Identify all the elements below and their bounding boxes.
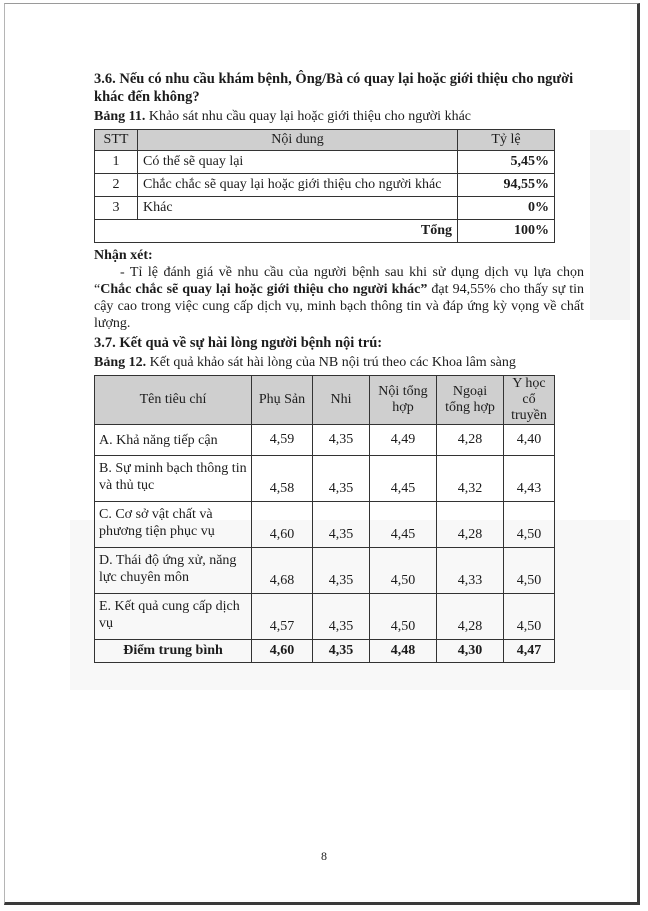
- table12-value: 4,28: [437, 502, 504, 548]
- table12-value: 4,57: [252, 594, 313, 640]
- table11-header-content: Nội dung: [138, 130, 458, 151]
- table-12: [94, 375, 555, 663]
- table12-value: 4,50: [504, 594, 555, 640]
- bleed-through-shadow: [590, 130, 630, 320]
- table12-value: 4,50: [504, 502, 555, 548]
- table11-header-stt: STT: [95, 130, 138, 151]
- table12-value: 4,68: [252, 548, 313, 594]
- table12-average-value: 4,60: [252, 640, 313, 663]
- page-number: 8: [321, 849, 327, 863]
- section-3-6-heading: 3.6. Nếu có nhu cầu khám bệnh, Ông/Bà có quay lại hoặc giới thiệu cho người khác đến không?: [94, 71, 574, 105]
- table-row: [95, 197, 555, 220]
- table12-value: 4,59: [252, 425, 313, 456]
- table12-criterion: C. Cơ sở vật chất và phương tiện phục vụ: [95, 502, 252, 548]
- table11-content: Có thể sẽ quay lại: [138, 151, 458, 174]
- table11-header-row: [95, 130, 555, 151]
- table12-caption-label: Bảng 12.: [94, 355, 147, 370]
- table12-value: 4,60: [252, 502, 313, 548]
- table11-rate: 5,45%: [458, 151, 555, 174]
- table11-content: Khác: [138, 197, 458, 220]
- table11-header-rate: Tỷ lệ: [458, 130, 555, 151]
- table12-value: 4,35: [313, 548, 370, 594]
- table12-header-obstetrics: Phụ Sản: [252, 376, 313, 425]
- remark-text-bold: Chắc chắc sẽ quay lại hoặc giới thiệu cho người khác”: [100, 282, 428, 297]
- page-content: [94, 70, 584, 663]
- table11-rate: 94,55%: [458, 174, 555, 197]
- remark-block: [94, 247, 584, 332]
- table12-average-value: 4,30: [437, 640, 504, 663]
- remark-text-after: đạt 94,55% cho thấy sự tin cậy cao trong việc cung cấp dịch vụ, minh bạch thông tin và đáp ứng kỳ vọng về chất lượng.: [94, 282, 584, 331]
- table-11: [94, 129, 555, 243]
- table12-value: 4,50: [370, 594, 437, 640]
- table12-value: 4,45: [370, 456, 437, 502]
- table12-criterion: A. Khả năng tiếp cận: [95, 425, 252, 456]
- table12-value: 4,32: [437, 456, 504, 502]
- table12-average-value: 4,35: [313, 640, 370, 663]
- table12-value: 4,45: [370, 502, 437, 548]
- table-row: [95, 425, 555, 456]
- table11-content: Chắc chắc sẽ quay lại hoặc giới thiệu cho người khác: [138, 174, 458, 197]
- table12-header-traditional: Y học cổ truyền: [504, 376, 555, 425]
- table12-value: 4,35: [313, 594, 370, 640]
- table12-value: 4,35: [313, 425, 370, 456]
- table12-value: 4,49: [370, 425, 437, 456]
- table12-value: 4,50: [504, 548, 555, 594]
- table12-value: 4,33: [437, 548, 504, 594]
- table12-value: 4,43: [504, 456, 555, 502]
- table12-value: 4,28: [437, 594, 504, 640]
- table12-header-pediatrics: Nhi: [313, 376, 370, 425]
- table11-total-row: [95, 220, 555, 243]
- table12-average-label: Điểm trung bình: [95, 640, 252, 663]
- table12-average-row: [95, 640, 555, 663]
- table-row: [95, 594, 555, 640]
- remark-paragraph: [94, 264, 584, 332]
- table12-average-value: 4,48: [370, 640, 437, 663]
- table11-stt: 3: [95, 197, 138, 220]
- table12-criterion: E. Kết quả cung cấp dịch vụ: [95, 594, 252, 640]
- table-row: [95, 502, 555, 548]
- table12-criterion: D. Thái độ ứng xử, năng lực chuyên môn: [95, 548, 252, 594]
- table11-total-value: 100%: [458, 220, 555, 243]
- table12-header-internal: Nội tổng hợp: [370, 376, 437, 425]
- table12-value: 4,40: [504, 425, 555, 456]
- table11-rate: 0%: [458, 197, 555, 220]
- table11-stt: 1: [95, 151, 138, 174]
- table11-caption: [94, 108, 584, 126]
- table12-value: 4,35: [313, 502, 370, 548]
- table11-stt: 2: [95, 174, 138, 197]
- table12-value: 4,35: [313, 456, 370, 502]
- section-3-7-heading: 3.7. Kết quả về sự hài lòng người bệnh nội trú:: [94, 335, 383, 351]
- table12-header-row: [95, 376, 555, 425]
- table12-caption: [94, 354, 584, 372]
- table11-caption-label: Bảng 11.: [94, 109, 146, 124]
- table12-caption-text: Kết quả khảo sát hài lòng của NB nội trú theo các Khoa lâm sàng: [146, 355, 516, 370]
- remark-text-before: - Tỉ lệ đánh giá về nhu cầu của người bệnh sau khi sử dụng dịch vụ lựa chọn “: [94, 265, 584, 297]
- table12-header-surgery: Ngoại tổng hợp: [437, 376, 504, 425]
- table11-total-label: Tổng: [95, 220, 458, 243]
- table-row: [95, 548, 555, 594]
- table12-value: 4,58: [252, 456, 313, 502]
- table11-caption-text: Khảo sát nhu cầu quay lại hoặc giới thiệu cho người khác: [145, 109, 471, 124]
- table12-header-criterion: Tên tiêu chí: [95, 376, 252, 425]
- table-row: [95, 151, 555, 174]
- table-row: [95, 174, 555, 197]
- remark-title: Nhận xét:: [94, 248, 153, 263]
- table12-average-value: 4,47: [504, 640, 555, 663]
- table12-value: 4,50: [370, 548, 437, 594]
- table-row: [95, 456, 555, 502]
- table12-criterion: B. Sự minh bạch thông tin và thủ tục: [95, 456, 252, 502]
- table12-value: 4,28: [437, 425, 504, 456]
